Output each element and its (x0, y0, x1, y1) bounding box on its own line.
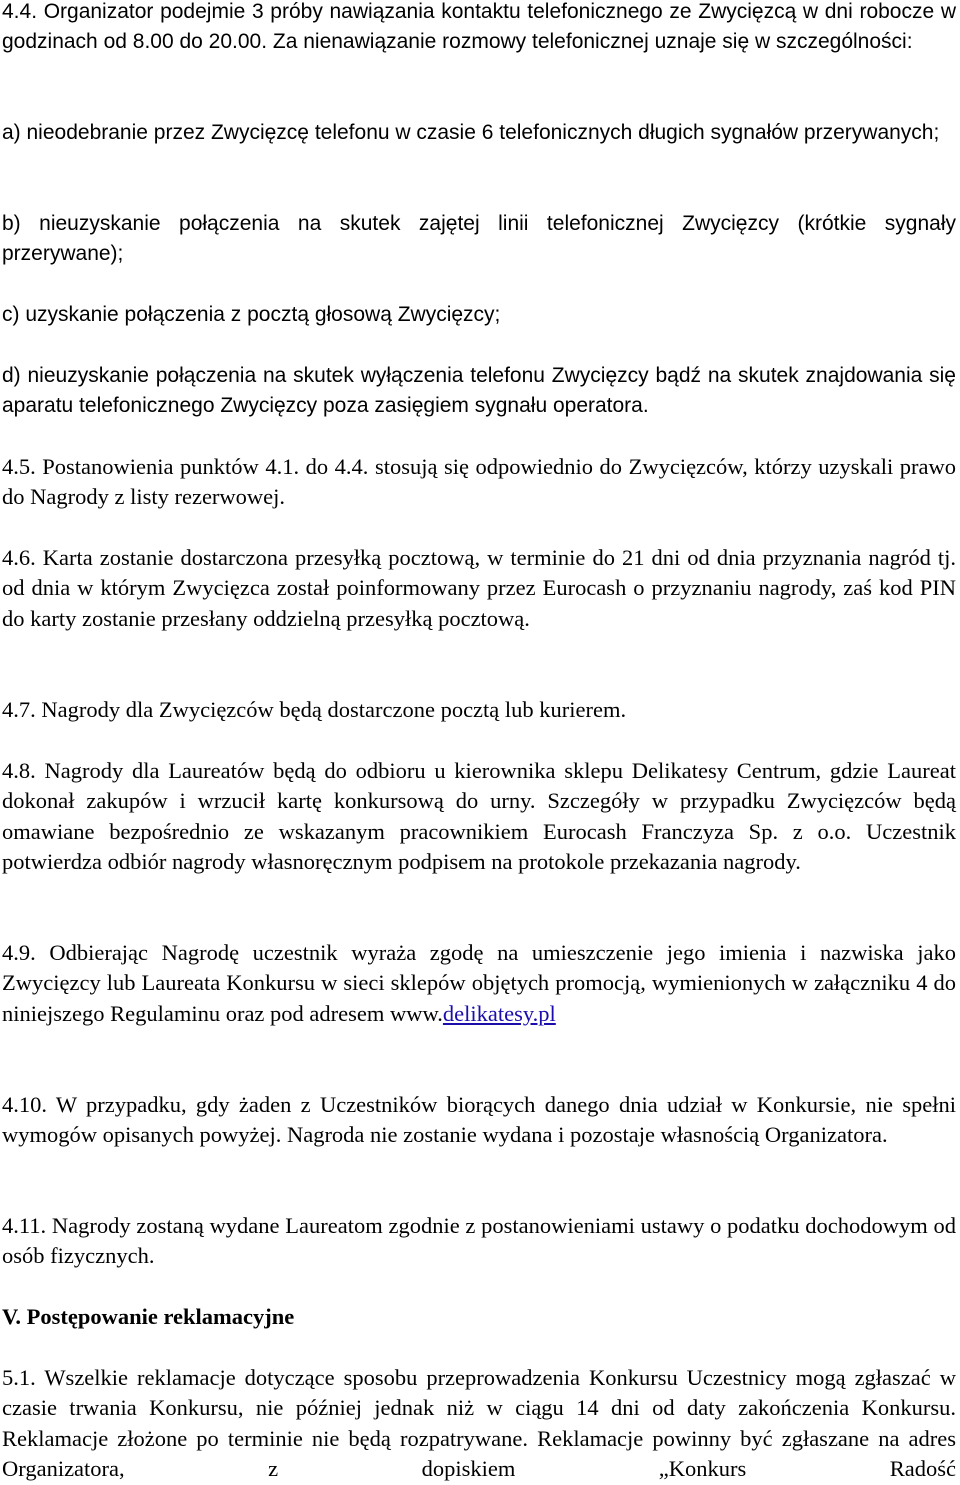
paragraph-4-6: 4.6. Karta zostanie dostarczona przesyłką pocztową, w terminie do 21 dni od dnia przyznania nagród tj. od dnia w którym Zwycięzca został poinformowany przez Eurocash o przyznaniu nagrody, zaś kod PIN do karty zostanie przesłany oddzielną przesyłką pocztową. (2, 545, 956, 631)
paragraph-4-9-text: 4.9. Odbierając Nagrodę uczestnik wyraża zgodę na umieszczenie jego imienia i nazwiska jako Zwycięzcy lub Laureata Konkursu w sieci sklepów objętych promocją, wymienionych w załączniku 4 do niniejszego Regulaminu oraz pod adresem www. (2, 940, 956, 1026)
paragraph-4-11: 4.11. Nagrody zostaną wydane Laureatom zgodnie z postanowieniami ustawy o podatku dochodowym od osób fizycznych. (2, 1213, 956, 1269)
list-item-b: b) nieuzyskanie połączenia na skutek zajętej linii telefonicznej Zwycięzcy (krótkie sygnały przerywane); (2, 212, 956, 266)
paragraph-4-7: 4.7. Nagrody dla Zwycięzców będą dostarczone pocztą lub kurierem. (2, 697, 627, 722)
paragraph-4-10: 4.10. W przypadku, gdy żaden z Uczestników biorących danego dnia udział w Konkursie, nie spełni wymogów opisanych powyżej. Nagroda nie zostanie wydana i pozostaje własnością Organizatora. (2, 1092, 956, 1148)
paragraph-4-5: 4.5. Postanowienia punktów 4.1. do 4.4. stosują się odpowiednio do Zwycięzców, którzy uzyskali prawo do Nagrody z listy rezerwowej. (2, 454, 956, 510)
delikatesy-link[interactable]: delikatesy.pl (442, 1000, 556, 1026)
list-item-d: d) nieuzyskanie połączenia na skutek wyłączenia telefonu Zwycięzcy bądź na skutek znajdowania się aparatu telefonicznego Zwycięzcy poza zasięgiem sygnału operatora. (2, 364, 956, 418)
paragraph-4-9 (2, 938, 956, 1029)
paragraph-5-1: 5.1. Wszelkie reklamacje dotyczące sposobu przeprowadzenia Konkursu Uczestnicy mogą zgłaszać w czasie trwania Konkursu, nie później jednak niż w ciągu 14 dni od daty zakończenia Konkursu. Reklamacje złożone po terminie nie będą rozpatrywane. Reklamacje powinny być zgłaszane na adres Organizatora, z dopiskiem „Konkurs Radość (2, 1365, 956, 1482)
list-item-c: c) uzyskanie połączenia z pocztą głosową Zwycięzcy; (2, 303, 501, 326)
list-item-a: a) nieodebranie przez Zwycięzcę telefonu w czasie 6 telefonicznych długich sygnałów przerywanych; (2, 121, 940, 144)
paragraph-4-4: 4.4. Organizator podejmie 3 próby nawiązania kontaktu telefonicznego ze Zwycięzcą w dni robocze w godzinach od 8.00 do 20.00. Za nienawiązanie rozmowy telefonicznej uznaje się w szczególności: (2, 0, 956, 54)
paragraph-4-8: 4.8. Nagrody dla Laureatów będą do odbioru u kierownika sklepu Delikatesy Centrum, gdzie Laureat dokonał zakupów i wrzucił kartę konkursową do urny. Szczegóły w przypadku Zwycięzców będą omawiane bezpośrednio ze wskazanym pracownikiem Eurocash Franczyza Sp. z o.o. Uczestnik potwierdza odbiór nagrody własnoręcznym podpisem na protokole przekazania nagrody. (2, 758, 956, 875)
section-5-heading: V. Postępowanie reklamacyjne (2, 1304, 295, 1329)
